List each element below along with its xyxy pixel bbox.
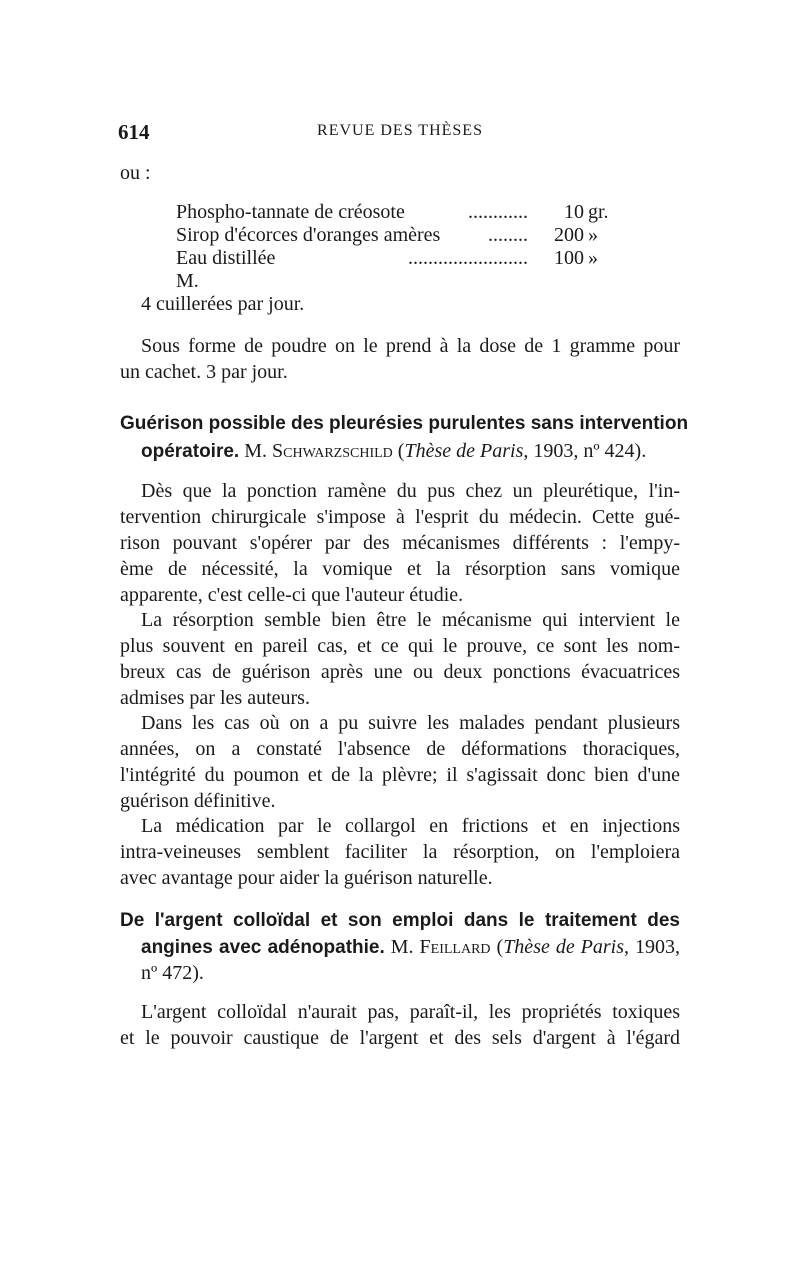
recipe-item-leader: ............ xyxy=(468,201,528,223)
paragraph-line: La médication par le collargol en frictions et en injections xyxy=(141,815,680,837)
recipe-item-name: Eau distillée xyxy=(176,247,276,269)
paragraph-line: admises par les auteurs. xyxy=(120,687,310,709)
citation-open: ( xyxy=(397,440,405,462)
section-heading: De l'argent colloïdal et son emploi dans le traitement des xyxy=(120,910,680,931)
citation-details: 1903, xyxy=(635,936,681,958)
recipe-item-name: Sirop d'écorces d'oranges amères xyxy=(176,224,441,246)
paragraph-line: plus souvent en pareil cas, et ce qui le prouve, ce sont les nom- xyxy=(120,635,680,657)
running-title: REVUE DES THÈSES xyxy=(317,122,483,139)
section-heading-bold: angines avec adénopathie. xyxy=(141,937,385,958)
paragraph-line: tervention chirurgicale s'impose à l'esprit du médecin. Cette gué- xyxy=(120,506,680,528)
paragraph-line: L'argent colloïdal n'aurait pas, paraît-il, les propriétés toxiques xyxy=(141,1001,680,1023)
paragraph-line: La résorption semble bien être le mécanisme qui intervient le xyxy=(141,609,680,631)
paragraph-line: Dans les cas où on a pu suivre les malades pendant plusieurs xyxy=(141,712,680,734)
author-name: Schwarzschild xyxy=(272,440,393,462)
paragraph-line: guérison définitive. xyxy=(120,790,276,812)
page-number: 614 xyxy=(118,120,150,144)
running-header xyxy=(118,120,682,148)
paragraph-line: un cachet. 3 par jour. xyxy=(120,361,288,383)
recipe-item-unit: » xyxy=(588,224,598,246)
author-prefix: M. xyxy=(390,936,414,958)
recipe-item-name: Phospho-tannate de créosote xyxy=(176,201,405,223)
paragraph-line: apparente, c'est celle-ci que l'auteur étudie. xyxy=(120,584,464,606)
paragraph-line: l'intégrité du poumon et de la plèvre; il s'agissait donc bien d'une xyxy=(120,764,680,786)
recipe-sign: M. xyxy=(176,270,199,292)
paragraph-line: Sous forme de poudre on le prend à la dose de 1 gramme pour xyxy=(141,335,680,357)
recipe-item-leader: ........ xyxy=(488,224,528,246)
paragraph-line: années, on a constaté l'absence de déformations thoraciques, xyxy=(120,738,680,760)
paragraph-line: Dès que la ponction ramène du pus chez un pleurétique, l'in- xyxy=(141,480,680,502)
paragraph-line: rison pouvant s'opérer par des mécanismes différents : l'empy- xyxy=(120,532,680,554)
citation-open: ( xyxy=(496,936,504,958)
paragraph-line: et le pouvoir caustique de l'argent et des sels d'argent à l'égard xyxy=(120,1027,680,1049)
paragraph-line: breux cas de guérison après une ou deux ponctions évacuatrices xyxy=(120,661,680,683)
citation-title: Thèse de Paris, xyxy=(503,936,630,958)
paragraph-line: avec avantage pour aider la guérison naturelle. xyxy=(120,867,493,889)
recipe-item-leader: ........................ xyxy=(408,247,528,269)
author-name: Feillard xyxy=(419,936,491,958)
recipe-dosage: 4 cuillerées par jour. xyxy=(141,293,305,315)
recipe-item xyxy=(176,223,622,247)
section-heading-continuation xyxy=(141,934,680,961)
recipe-item-quantity: 10 xyxy=(564,201,584,223)
section-heading: Guérison possible des pleurésies purulentes sans intervention xyxy=(120,413,689,434)
section-heading-continuation: nº 472). xyxy=(141,962,204,984)
paragraph-line: ème de nécessité, la vomique et la résorption sans vomique xyxy=(120,558,680,580)
recipe-item xyxy=(176,200,622,224)
recipe-intro: ou : xyxy=(120,162,151,184)
recipe-item xyxy=(176,246,622,270)
section-heading-continuation xyxy=(141,438,646,465)
recipe-item-unit: gr. xyxy=(588,201,609,223)
citation-details: 1903, nº 424). xyxy=(533,440,647,462)
recipe-item-unit: » xyxy=(588,247,598,269)
recipe-item-quantity: 100 xyxy=(554,247,584,269)
paragraph-line: intra-veineuses semblent faciliter la résorption, on l'emploiera xyxy=(120,841,680,863)
author-prefix: M. xyxy=(244,440,267,462)
recipe-item-quantity: 200 xyxy=(554,224,584,246)
citation-title: Thèse de Paris, xyxy=(404,440,529,462)
section-heading-bold: opératoire. xyxy=(141,441,240,462)
